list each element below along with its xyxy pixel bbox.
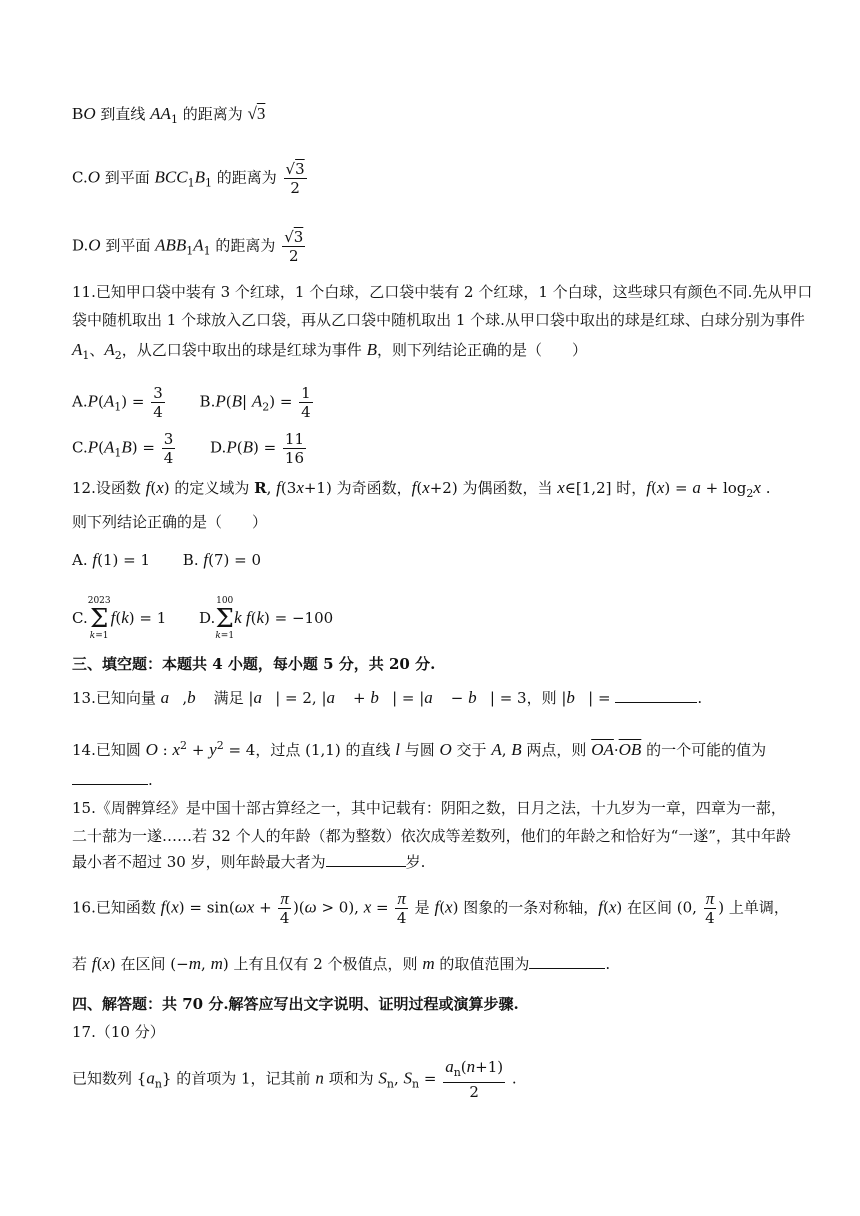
q13-answer-blank[interactable] — [615, 702, 697, 703]
q12-option-d: D. 100 Σ k=1 k f(k) = −100 — [199, 596, 334, 641]
q16-stem-line-2: 若 f(x) 在区间 (−m, m) 上有且仅有 2 个极值点，则 m 的取值范围为 . — [72, 954, 611, 973]
q11-options-row-1 — [72, 384, 343, 421]
q12-option-b: B. f(7) = 0 — [182, 550, 261, 569]
q12-stem-line-1: 12.设函数 f(x) 的定义域为 R, f(3x+1) 为奇函数，f(x+2) 为偶函数，当 x∈[1,2] 时，$f(x) = a + \log_2x$ . — [72, 478, 771, 500]
q11-option-d: D.P(B) = $\frac{11}{16}$ — [210, 430, 305, 467]
q10-option-b-continued: BO 到直线 $AA_1$ 的距离为 √3 — [72, 104, 266, 126]
q16-stem-line-1: 16.已知函数 f(x) = sin(ωx + $\frac{\pi}{4}$ )(ω > 0), x = $\frac{\pi}{4}$ 是 f(x) 图象的一条对称轴，f(x) 在区间 (0, $\frac{\pi}{4}$ ) 上单调， — [72, 889, 789, 927]
q15-stem-line-3: 最小者不超过 30 岁，则年龄最大者为 岁. — [72, 853, 426, 871]
q14-stem: 14.已知圆 O : $x^2 + y^2 = 4$，过点 (1,1) 的直线 l 与圆 O 交于 A, B 两点，则 $\overline{OA}\cdot\overline{OB}$ 的一个可能的值为 — [72, 739, 767, 759]
q12-options-row-1 — [72, 550, 289, 570]
q10-option-d: D.O 到平面 $ABB_1A_1$ 的距离为 $\frac{√3}{2}$ — [72, 228, 304, 265]
q14-answer-line: . — [72, 770, 153, 790]
q12-stem-line-2: 则下列结论正确的是（ ） — [72, 513, 268, 531]
q17-stem: 已知数列 $\{a_n\}$ 的首项为 1，记其前 n 项和为 $S_n$, $S_n$ = $\frac{a_n(n+1)}{2}$ . — [72, 1057, 517, 1101]
q15-stem-line-1: 15.《周髀算经》是中国十部古算经之一，其中记载有：阴阳之数，日月之法，十九岁为一章，四章为一蔀， — [72, 799, 786, 817]
section-4-title: 四、解答题：共 70 分.解答应写出文字说明、证明过程或演算步骤. — [72, 995, 519, 1013]
q16-answer-blank[interactable] — [529, 968, 605, 969]
q11-stem-line-1: 11.已知甲口袋中装有 3 个红球，1 个白球，乙口袋中装有 2 个红球，1 个白球，这些球只有颜色不同.先从甲口 — [72, 283, 813, 301]
section-3-title: 三、填空题：本题共 4 小题，每小题 5 分，共 20 分. — [72, 655, 436, 673]
q15-answer-blank[interactable] — [326, 866, 406, 867]
q14-answer-blank[interactable] — [72, 784, 148, 785]
q11-options-row-2 — [72, 430, 336, 467]
q11-stem-line-2: 袋中随机取出 1 个球放入乙口袋，再从乙口袋中随机取出 1 个球.从甲口袋中取出的球是红球、白球分别为事件 — [72, 311, 805, 329]
q12-option-c: C. 2023 Σ k=1 f(k) = 1 — [72, 596, 167, 641]
q15-stem-line-2: 二十蔀为一遂……若 32 个人的年龄（都为整数）依次成等差数列，他们的年龄之和恰好为“一遂”，其中年龄 — [72, 827, 791, 845]
q17-score: 17.（10 分） — [72, 1023, 165, 1041]
q11-option-b: B.P(B| $A_2$) = $\frac{1}{4}$ — [199, 384, 311, 421]
q12-option-a: A. f(1) = 1 — [72, 550, 151, 569]
q10-option-c: C.O 到平面 $BCC_1B_1$ 的距离为 $\frac{√3}{2}$ — [72, 160, 305, 197]
q13-stem: 13.已知向量 a⃗,b⃗ 满足 |a⃗| = 2, |a⃗ + b⃗| = |a⃗ − b⃗| = 3，则 |b⃗| = . — [72, 688, 703, 707]
q11-stem-line-3: $A_1$、$A_2$，从乙口袋中取出的球是红球为事件 B，则下列结论正确的是（ ） — [72, 340, 587, 362]
q11-option-a: $A.P(A_1)$ = $\frac{3}{4}$ — [72, 384, 163, 421]
q11-option-c: $C.P(A_1B)$ = $\frac{3}{4}$ — [72, 430, 174, 467]
q12-options-row-2 — [72, 596, 361, 642]
